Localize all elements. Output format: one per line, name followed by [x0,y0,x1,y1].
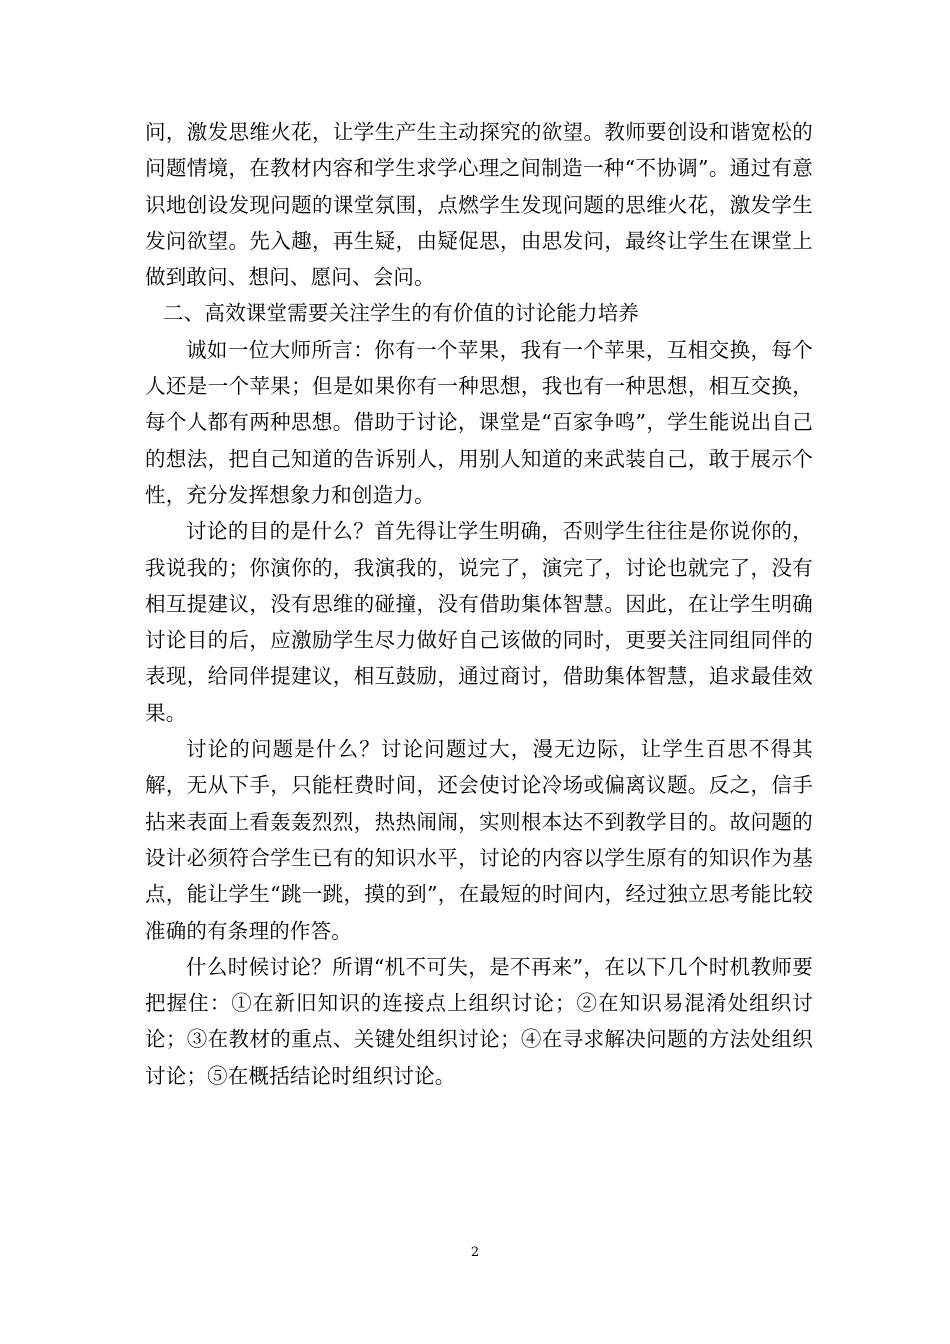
paragraph-discussion-purpose: 讨论的目的是什么？首先得让学生明确，否则学生往往是你说你的，我说我的；你演你的，我演我的，说完了，演完了，讨论也就完了，没有相互提建议，没有思维的碰撞，没有借助集体智慧。因此，在让学生明确讨论目的后，应激励学生尽力做好自己该做的同时，更要关注同组同伴的表现，给同伴提建议，相互鼓励，通过商讨，借助集体智慧，追求最佳效果。 [145,519,813,725]
document-body [145,114,813,1094]
paragraph-discussion-question: 讨论的问题是什么？讨论问题过大，漫无边际，让学生百思不得其解，无从下手，只能枉费时间，还会使讨论冷场或偏离议题。反之，信手拈来表面上看轰轰烈烈，热热闹闹，实则根本达不到教学目的。故问题的设计必须符合学生已有的知识水平，讨论的内容以学生原有的知识作为基点，能让学生“跳一跳，摸的到”，在最短的时间内，经过独立思考能比较准确的有条理的作答。 [145,737,813,943]
paragraph-discussion-timing: 什么时候讨论？所谓“机不可失，是不再来”，在以下几个时机教师要把握住：①在新旧知识的连接点上组织讨论；②在知识易混淆处组织讨论；③在教材的重点、关键处组织讨论；④在寻求解决问题的方法处组织讨论；⑤在概括结论时组织讨论。 [145,954,813,1088]
section-heading: 二、高效课堂需要关注学生的有价值的讨论能力培养 [163,301,640,326]
page-number: 2 [470,1245,480,1260]
paragraph-continued: 问，激发思维火花，让学生产生主动探究的欲望。教师要创设和谐宽松的问题情境，在教材内容和学生求学心理之间制造一种“不协调”。通过有意识地创设发现问题的课堂氛围，点燃学生发现问题的思维火花，激发学生发问欲望。先入趣，再生疑，由疑促思，由思发问，最终让学生在课堂上做到敢问、想问、愿问、会问。 [145,120,813,290]
paragraph-apple-analogy: 诚如一位大师所言：你有一个苹果，我有一个苹果，互相交换，每个人还是一个苹果；但是如果你有一种思想，我也有一种思想，相互交换，每个人都有两种思想。借助于讨论，课堂是“百家争鸣”，学生能说出自己的想法，把自己知道的告诉别人，用别人知道的来武装自己，敢于展示个性，充分发挥想象力和创造力。 [145,337,813,507]
